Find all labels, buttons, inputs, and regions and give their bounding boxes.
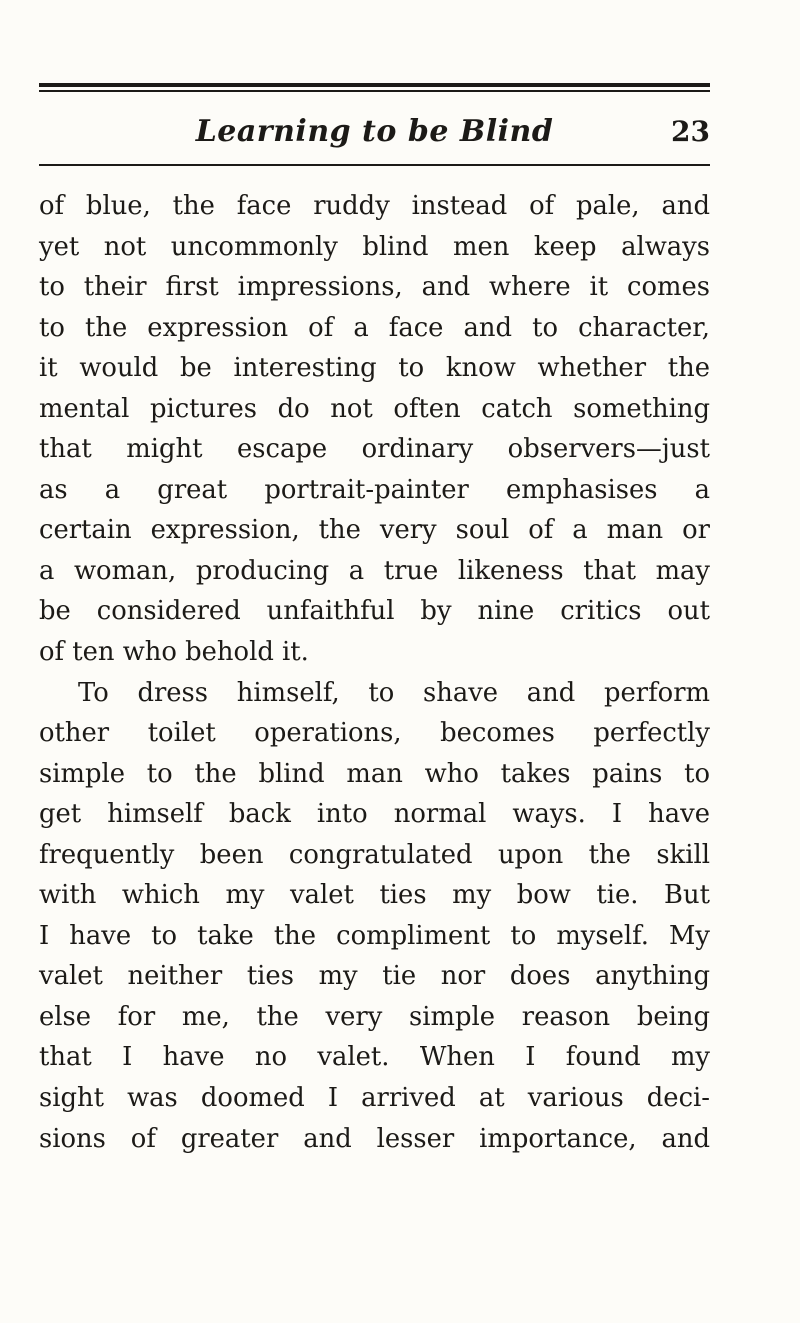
text-line: get himself back into normal ways. I have xyxy=(39,799,710,830)
body-text xyxy=(39,186,710,1159)
text-line: as a great portrait-painter emphasises a xyxy=(39,474,710,505)
text-line: of blue, the face ruddy instead of pale, and xyxy=(39,191,710,221)
text-line: that might escape ordinary observers—just xyxy=(39,434,710,465)
text-line: simple to the blind man who takes pains to xyxy=(39,758,710,789)
header-rule-bottom xyxy=(39,164,710,166)
text-line: other toilet operations, becomes perfectly xyxy=(39,718,710,749)
text-line: mental pictures do not often catch something xyxy=(39,393,710,424)
header-rule-top-thin xyxy=(39,90,710,92)
text-line: be considered unfaithful by nine critics out xyxy=(39,596,710,627)
text-line: yet not uncommonly blind men keep always xyxy=(39,231,710,262)
text-line: to the expression of a face and to character, xyxy=(39,312,710,343)
text-line: a woman, producing a true likeness that may xyxy=(39,555,710,586)
text-line: it would be interesting to know whether the xyxy=(39,353,710,384)
text-line: certain expression, the very soul of a man or xyxy=(39,515,710,546)
text-line: I have to take the compliment to myself. My xyxy=(39,920,710,951)
running-head xyxy=(39,110,710,154)
running-head-title: Learning to be Blind xyxy=(195,114,554,149)
text-line: frequently been congratulated upon the skill xyxy=(39,839,710,870)
paragraph-end-line: of ten who behold it. xyxy=(39,637,309,668)
paragraph-start-line: To dress himself, to shave and perform xyxy=(78,677,710,708)
text-line: sions of greater and lesser importance, and xyxy=(39,1123,710,1154)
text-line: to their first impressions, and where it comes xyxy=(39,272,710,303)
text-line: that I have no valet. When I found my xyxy=(39,1042,710,1073)
text-line: else for me, the very simple reason being xyxy=(39,1001,710,1032)
text-line: with which my valet ties my bow tie. But xyxy=(39,880,710,911)
header-rule-top-thick xyxy=(39,83,710,87)
text-line: valet neither ties my tie nor does anything xyxy=(39,961,710,992)
text-line: sight was doomed I arrived at various deci- xyxy=(39,1083,710,1114)
page-number: 23 xyxy=(671,115,710,148)
